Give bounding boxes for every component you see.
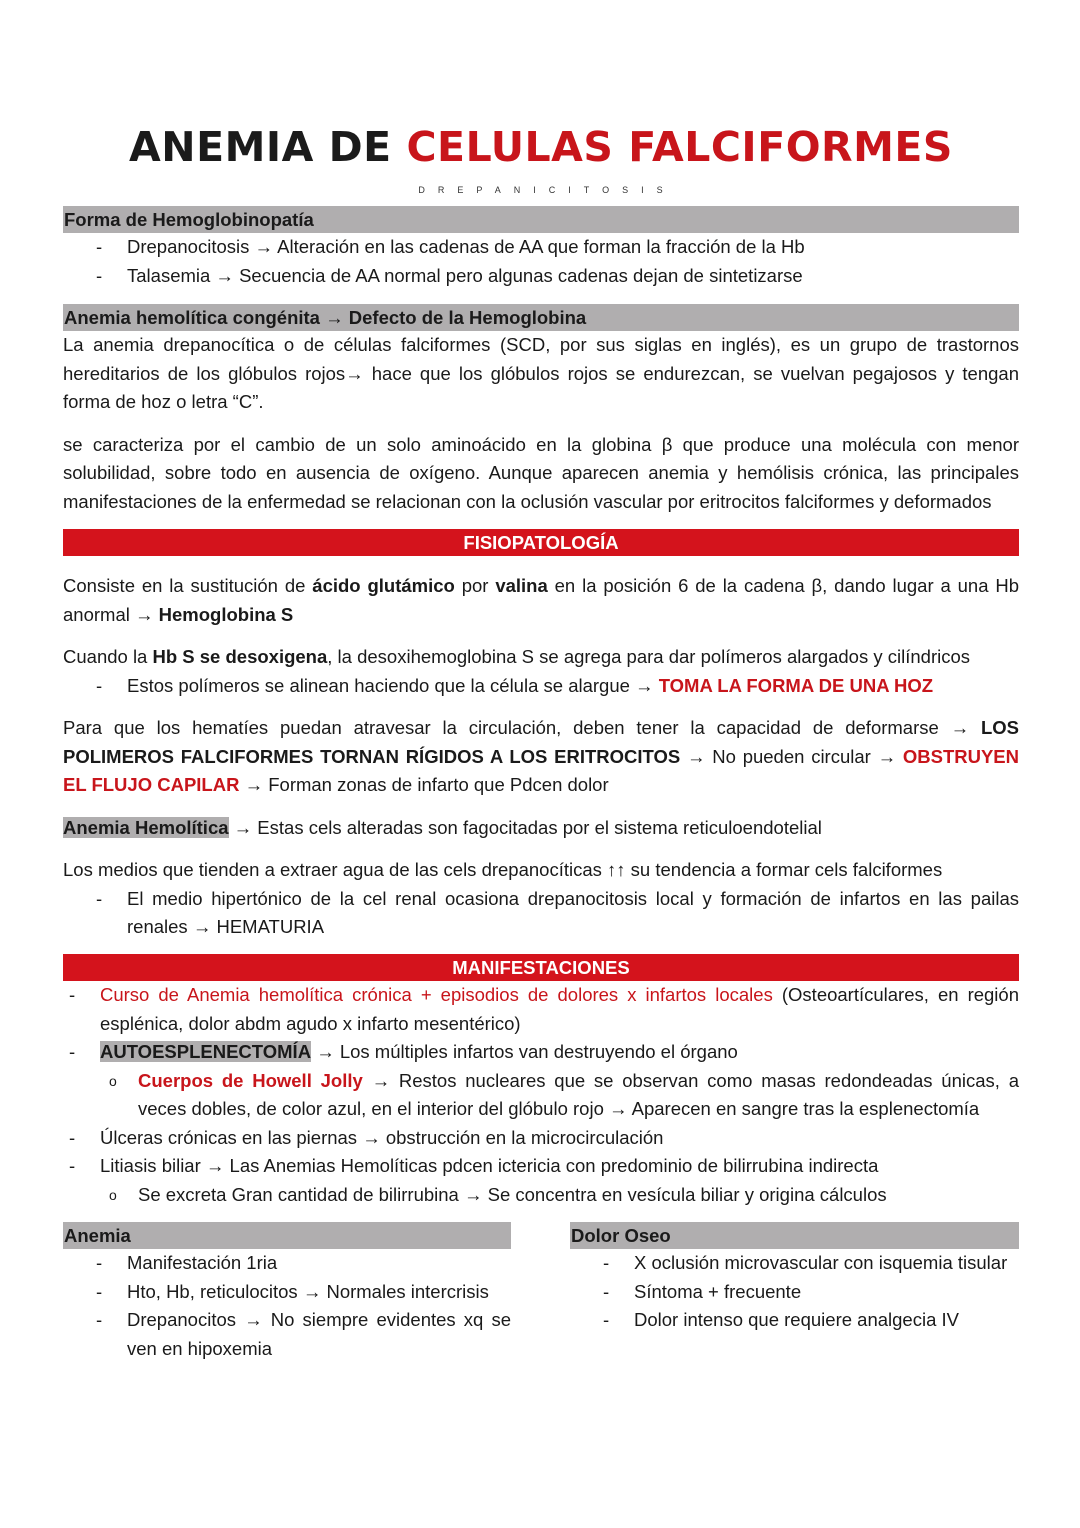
section-header: Forma de Hemoglobinopatía <box>63 206 1019 233</box>
text: Cuando la <box>63 646 153 667</box>
text: Estos polímeros se alinean haciendo que la célula se alargue → <box>127 674 659 696</box>
list-item: - Litiasis biliar → Las Anemias Hemolíticas pdcen ictericia con predominio de bilirrubina indirecta <box>63 1152 1019 1181</box>
sub-list-item <box>63 1067 1019 1124</box>
text: → Estas cels alteradas son fagocitadas por el sistema reticuloendotelial <box>228 816 822 838</box>
list-item <box>63 981 1019 1038</box>
text: Para que los hematíes puedan atravesar la circulación, deben tener la capacidad de deformarse → <box>63 717 981 738</box>
list-item: - X oclusión microvascular con isquemia tisular <box>570 1249 1019 1278</box>
list-item: - Dolor intenso que requiere analgecia IV <box>570 1306 1019 1335</box>
section-header: Anemia <box>63 1222 511 1249</box>
text: TOMA LA FORMA DE UNA HOZ <box>658 674 934 696</box>
text: → Restos nucleares que se observan como masas redondeadas únicas, a veces dobles, de color azul, en el interior del glóbulo rojo → Aparecen en sangre tras la esplenectomía <box>138 1069 1019 1119</box>
text: Curso de Anemia hemolítica crónica + episodios de dolores x infartos locales <box>100 984 773 1005</box>
paragraph <box>63 572 1019 629</box>
text: OBSTRUYEN EL FLUJO CAPILAR <box>63 745 1020 795</box>
text: ácido glutámico <box>312 575 455 596</box>
text: → Forman zonas de infarto que Pdcen dolor <box>239 774 609 795</box>
text: Hemoglobina S <box>158 603 294 625</box>
text: (Osteoartículares, en región esplénica, dolor abdm agudo x infarto mesentérico) <box>100 984 1019 1034</box>
list-item: - Síntoma + frecuente <box>570 1278 1019 1307</box>
highlight-text: Anemia Hemolítica <box>63 816 229 838</box>
page-subtitle: DREPANICITOSIS <box>418 185 676 195</box>
text: LOS POLIMEROS FALCIFORMES TORNAN RÍGIDOS A LOS ERITROCITOS <box>63 717 1019 767</box>
list-item: - El medio hipertónico de la cel renal ocasiona drepanocitosis local y formación de infartos en las pailas renales → HEMATURIA <box>63 885 1019 942</box>
list-item: - Manifestación 1ria <box>63 1249 511 1278</box>
text: , la desoxihemoglobina S se agrega para dar polímeros alargados y cilíndricos <box>327 646 971 667</box>
highlight-text: AUTOESPLENECTOMÍA <box>100 1041 312 1062</box>
list-item: - Hto, Hb, reticulocitos → Normales intercrisis <box>63 1278 511 1307</box>
title-part-1: ANEMIA DE <box>129 123 407 171</box>
list-item: - Drepanocitos → No siempre evidentes xq se ven en hipoxemia <box>63 1306 511 1363</box>
text: → Los múltiples infartos van destruyendo el órgano <box>311 1041 738 1062</box>
column-anemia <box>63 1222 511 1363</box>
text: en la posición 6 de la cadena β, dando lugar a una Hb anormal → <box>63 575 1020 625</box>
paragraph: Los medios que tienden a extraer agua de las cels drepanocíticas ↑↑ su tendencia a formar cels falciformes <box>63 859 943 880</box>
column-dolor-oseo <box>570 1222 1019 1335</box>
section-header: Dolor Oseo <box>570 1222 1019 1249</box>
section-anemia-hemolitica <box>63 304 1019 516</box>
text: por <box>454 575 496 596</box>
text: → No pueden circular → <box>680 745 903 767</box>
section-fisiopatologia <box>63 529 1019 942</box>
sub-list-item: o Se excreta Gran cantidad de bilirrubina → Se concentra en vesícula biliar y origina cálculos <box>63 1181 1019 1210</box>
text: valina <box>495 575 548 596</box>
text: Hb S se desoxigena <box>152 646 328 667</box>
paragraph: La anemia drepanocítica o de células falciformes (SCD, por sus siglas en inglés), es un grupo de trastornos hereditarios de los glóbulos rojos→ hace que los glóbulos rojos se endurezcan, se vuelvan pegajosos y tengan forma de hoz o letra “C”. <box>63 334 1019 412</box>
list-item: - Úlceras crónicas en las piernas → obstrucción en la microcirculación <box>63 1124 1019 1153</box>
paragraph <box>63 814 1019 843</box>
paragraph <box>63 643 1019 672</box>
page-title <box>63 122 1019 172</box>
section-header: FISIOPATOLOGÍA <box>63 529 1019 556</box>
section-manifestaciones <box>63 954 1019 1209</box>
text: Consiste en la sustitución de <box>63 575 313 596</box>
text: Cuerpos de Howell Jolly <box>138 1069 363 1091</box>
section-header: MANIFESTACIONES <box>63 954 1019 981</box>
list-item <box>63 672 1019 701</box>
list-item: - Drepanocitosis → Alteración en las cadenas de AA que forman la fracción de la Hb <box>63 233 1019 262</box>
title-part-3: FALCIFORMES <box>628 123 953 171</box>
section-header: Anemia hemolítica congénita → Defecto de la Hemoglobina <box>63 304 1019 331</box>
list-item <box>63 1038 1019 1067</box>
paragraph <box>63 714 1019 800</box>
paragraph: se caracteriza por el cambio de un solo aminoácido en la globina β que produce una molécula con menor solubilidad, sobre todo en ausencia de oxígeno. Aunque aparecen anemia y hemólisis crónica, las principales manifestaciones de la enfermedad se relacionan con la oclusión vascular por eritrocitos falciformes y deformados <box>63 433 1019 512</box>
list-item: - Talasemia → Secuencia de AA normal pero algunas cadenas dejan de sintetizarse <box>63 262 1019 291</box>
title-part-2: CELULAS <box>406 123 629 171</box>
section-hemoglobinopatia <box>63 206 1019 290</box>
